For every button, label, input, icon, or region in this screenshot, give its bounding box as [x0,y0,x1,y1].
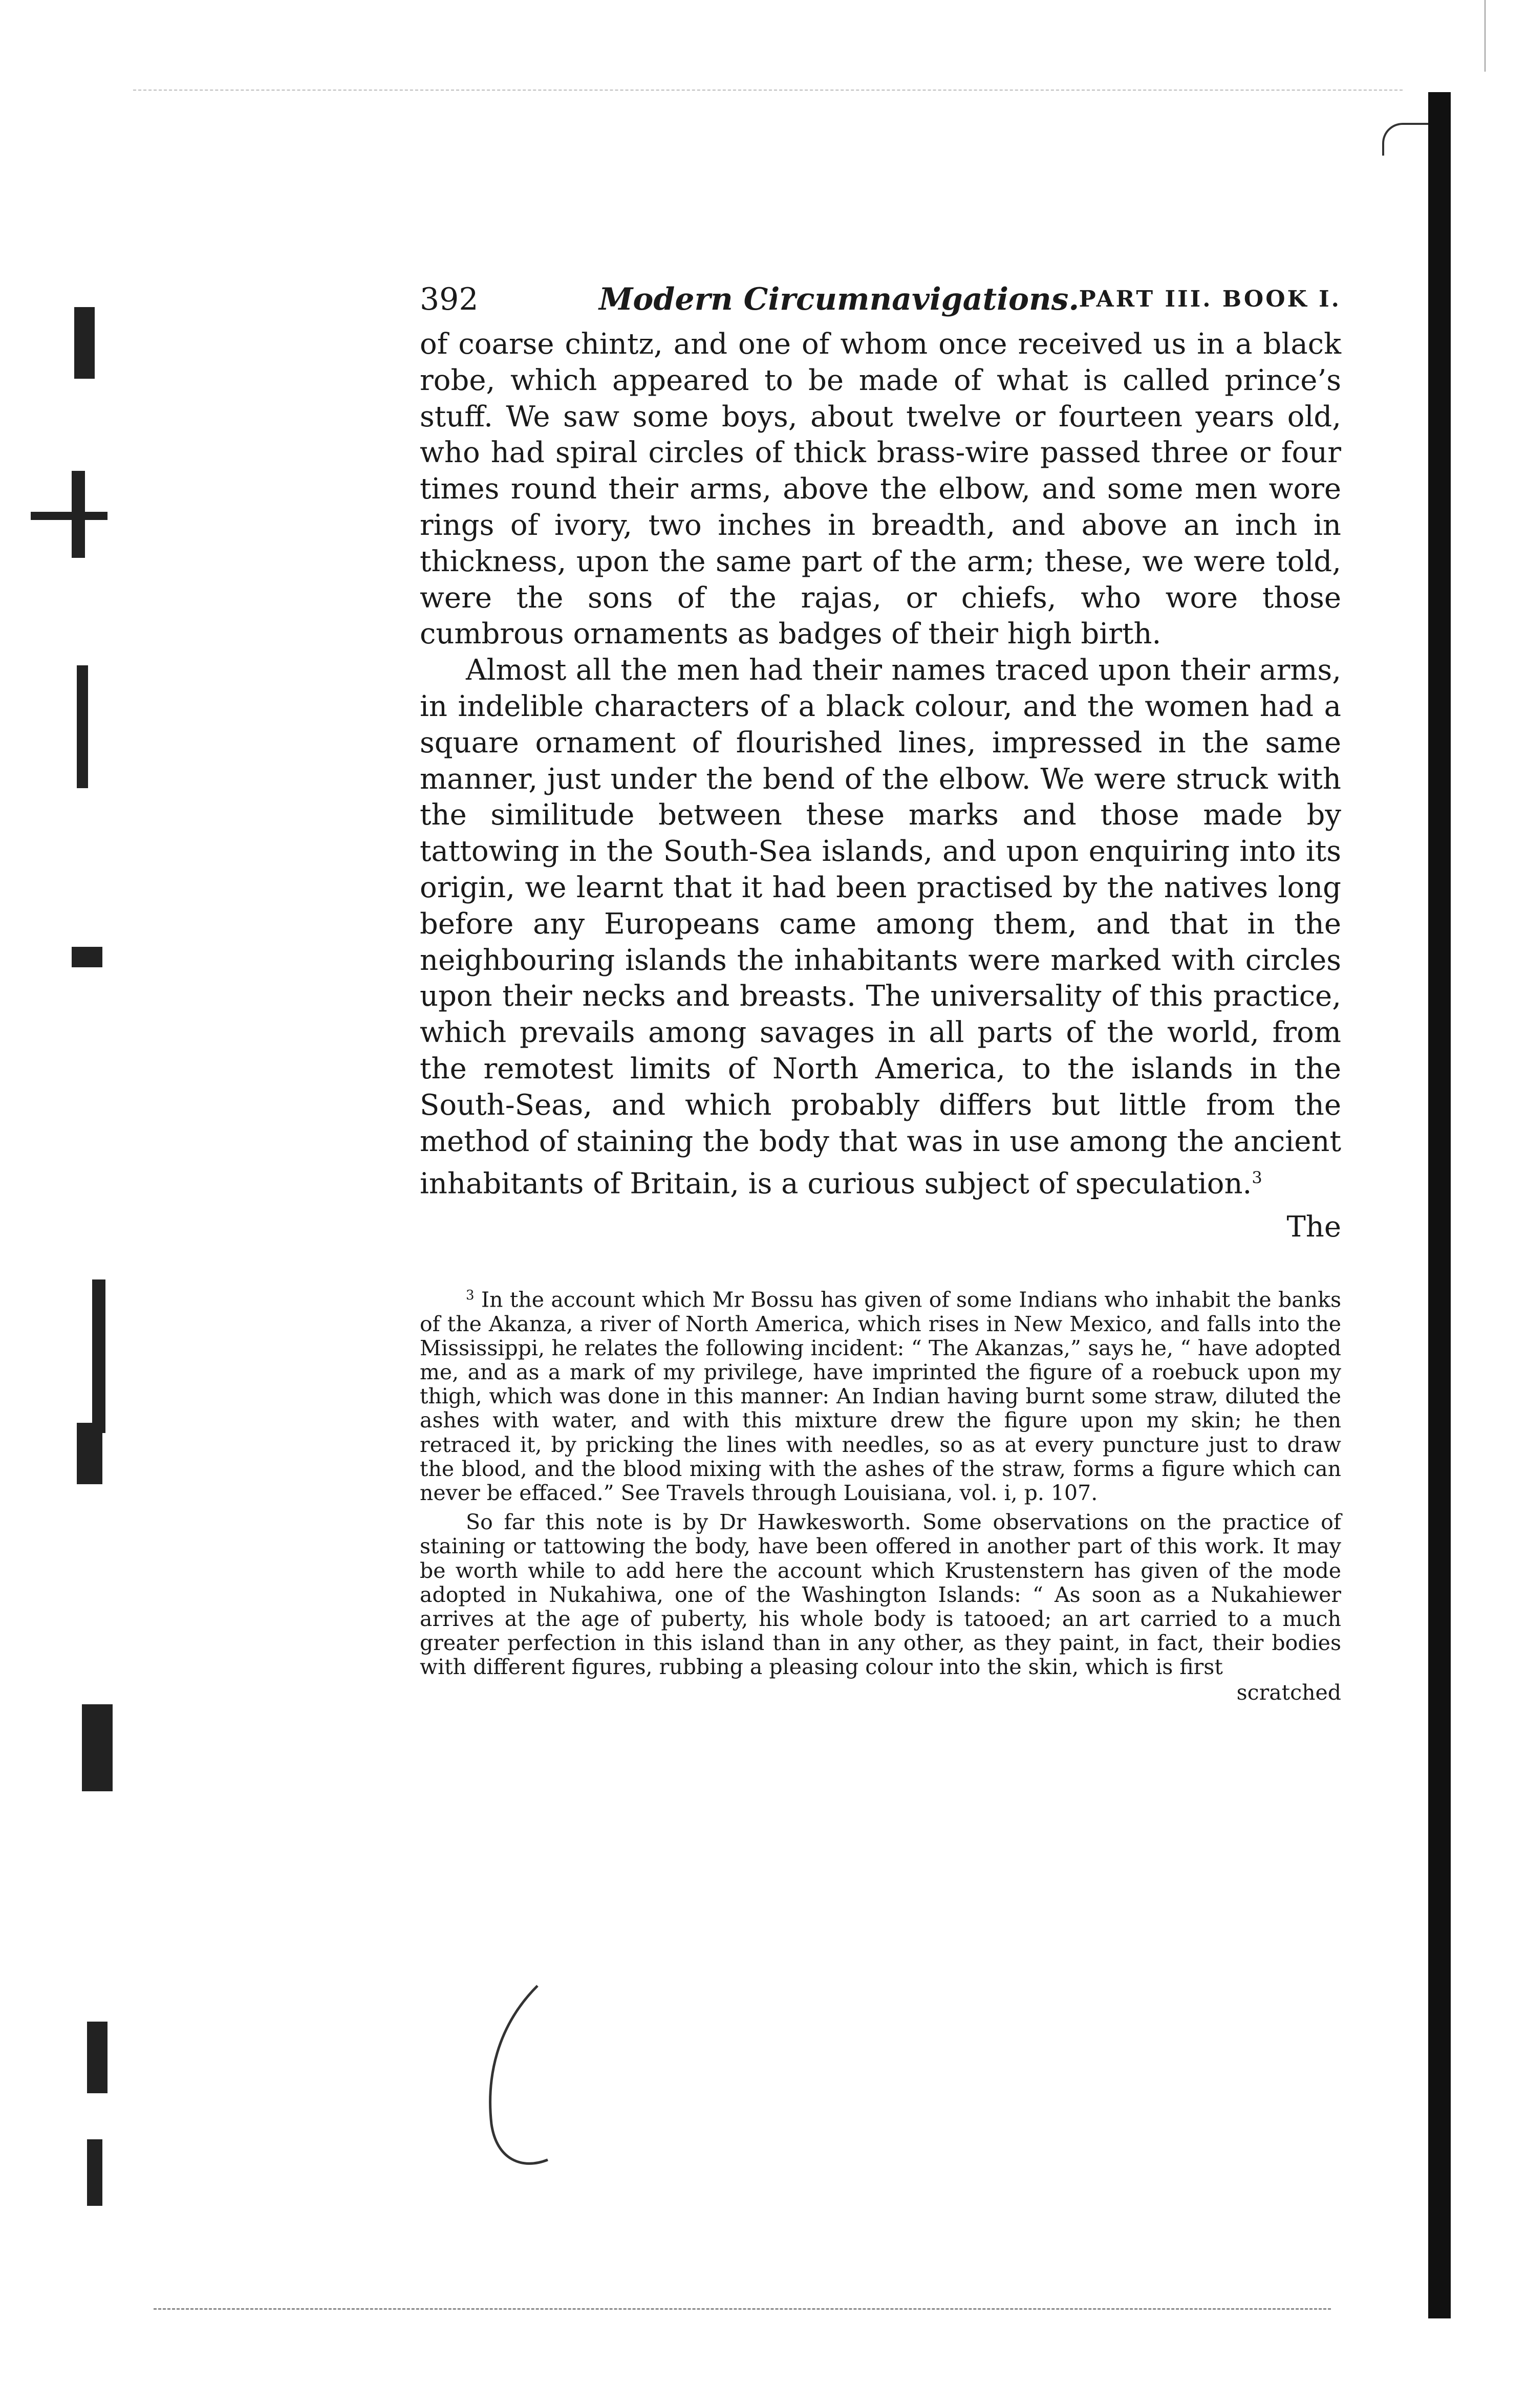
catchword: The [1286,1210,1341,1244]
scan-edge-line [1485,0,1486,72]
book-page [420,276,1341,1705]
running-title: Modern Circumnavigations. [599,281,1080,317]
footnote-catchword: scratched [1236,1680,1341,1705]
footnote-marker: 3 [466,1287,475,1303]
running-head [420,276,1341,322]
margin-scan-mark [72,471,85,558]
bottom-scan-specks [154,2288,1331,2310]
paragraph: of coarse chintz, and one of whom once received us in a black robe, which appeared to be made of what is called prince’s stuff. We saw some boys, about twelve or fourteen years old, who had spiral circles of thick brass-wire passed three or four times round their arms, above the elbow, and some men wore rings of ivory, two inches in breadth, and above an inch in thickness, upon the same part of the arm; these, we were told, were the sons of the rajas, or chiefs, who wore those cumbrous ornaments as badges of their high birth. [420,328,1341,651]
margin-scan-mark [74,307,95,379]
margin-scan-mark [92,1279,105,1433]
margin-scan-mark [31,512,107,520]
margin-scan-mark [72,947,102,967]
margin-scan-mark [82,1704,113,1791]
pencil-stroke-mark [476,1981,558,2175]
binding-shadow-bar [1428,92,1451,2318]
page-number: 392 [420,281,479,317]
paragraph [420,653,1341,1203]
binding-hook-mark [1382,123,1433,156]
paragraph-text: Almost all the men had their names traced upon their arms, in indelible characters of a black colour, and the women had a square ornament of flourished lines, impressed in the same manner, just under the bend of the elbow. We were struck with the similitude between these marks and those made by tattowing in the South-Sea islands, and upon enquiring into its origin, we learnt that it had been practised by the natives long before any Europeans came among them, and that in the neighbouring islands the inhabitants were marked with circles upon their necks and breasts. The universality of this practice, which prevails among savages in all parts of the world, from the remotest limits of North America, to the islands in the South-Seas, and which probably differs but little from the method of staining the body that was in use among the ancient inhabitants of Britain, is a curious subject of speculation. [420,654,1341,1201]
part-book-label: PART III. BOOK I. [1079,286,1341,312]
scan-top-edge [133,90,1403,91]
margin-scan-mark [77,665,88,788]
footnote-text: So far this note is by Dr Hawkesworth. Some observations on the practice of staining or tattowing the body, have been offered in another part of this work. It may be worth while to add here the account which Krustenstern has given of the mode adopted in Nukahiwa, one of the Washington Islands: “ As soon as a Nukahiewer arrives at the age of puberty, his whole body is tatooed; an art carried to a much greater perfection in this island than in any other, as they paint, in fact, their bodies with different figures, rubbing a pleasing colour into the skin, which is first [420,1510,1341,1680]
footnote [420,1284,1341,1505]
margin-scan-mark [87,2139,102,2206]
footnote-continuation [420,1510,1341,1679]
margin-scan-mark [87,2022,107,2093]
main-text [420,327,1341,1203]
footnotes [420,1284,1341,1680]
footnote-reference: 3 [1252,1168,1262,1188]
footnote-text: In the account which Mr Bossu has given of some Indians who inhabit the banks of the Akanza, a river of North America, which rises in New Mexico, and falls into the Mississippi, he relates the following incident: “ The Akanzas,” says he, “ have adopted me, and as a mark of my privilege, have imprinted the figure of a roebuck upon my thigh, which was done in this manner: An Indian having burnt some straw, diluted the ashes with water, and with this mixture drew the figure upon my skin; he then retraced it, by pricking the lines with needles, so as at every puncture just to draw the blood, and the blood mixing with the ashes of the straw, forms a figure which can never be effaced.” See Travels through Louisiana, vol. i, p. 107. [420,1287,1341,1506]
margin-scan-mark [77,1423,102,1484]
